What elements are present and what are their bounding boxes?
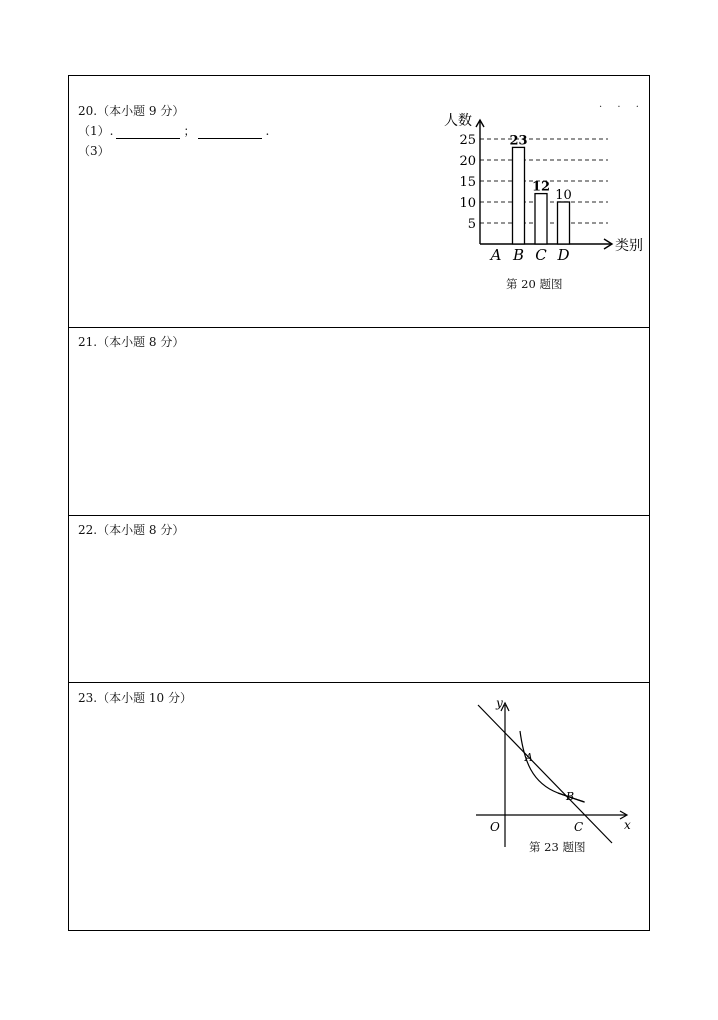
answer-blank-2[interactable] (198, 126, 262, 139)
x-axis-title: 类别 (615, 238, 643, 254)
bar-B (513, 147, 525, 244)
question-20-title: 20.（本小题 9 分） (78, 104, 185, 118)
bar-D (558, 202, 570, 244)
data-label-C: 12 (531, 179, 551, 195)
part1-label: （1）. (78, 124, 114, 138)
question-21-section (69, 327, 649, 515)
corner-dots: · · · (599, 102, 645, 113)
question-20-part1 (78, 122, 269, 139)
x-tick-label-B: B (512, 246, 525, 264)
question-22-section (69, 515, 649, 682)
point-c-label: C (574, 820, 584, 834)
coordinate-figure (474, 699, 634, 849)
origin-label: O (490, 820, 500, 834)
data-label-D: 10 (555, 188, 572, 203)
question-20-part3: （3） (78, 144, 110, 158)
y-tick-label-10: 10 (459, 196, 476, 211)
answer-sheet (68, 75, 650, 931)
question-21-title: 21.（本小题 8 分） (78, 335, 185, 349)
y-axis-label: y (496, 699, 503, 710)
question-20-section (69, 76, 649, 327)
y-tick-label-25: 25 (459, 133, 476, 148)
question-23-section (69, 682, 649, 930)
figure-23-caption: 第 23 题图 (529, 840, 586, 854)
x-tick-label-D: D (557, 246, 570, 264)
point-a-label: A (525, 751, 533, 764)
part1-end: . (265, 124, 270, 138)
y-tick-label-5: 5 (467, 217, 476, 232)
bar-C (535, 194, 547, 244)
point-b-label: B (566, 790, 575, 803)
data-label-B: 23 (509, 133, 528, 149)
question-23-title: 23.（本小题 10 分） (78, 691, 192, 705)
part1-separator: ； (183, 124, 196, 138)
figure-20-caption: 第 20 题图 (506, 277, 563, 291)
y-tick-label-20: 20 (459, 154, 476, 169)
y-tick-label-15: 15 (459, 175, 476, 190)
y-axis-title: 人数 (444, 113, 472, 129)
x-tick-label-A: A (490, 246, 502, 264)
x-tick-label-C: C (535, 246, 547, 264)
question-22-title: 22.（本小题 8 分） (78, 523, 185, 537)
bar-chart (434, 110, 646, 266)
x-axis-label: x (624, 818, 631, 832)
answer-blank-1[interactable] (116, 126, 180, 139)
hyperbola-curve (520, 731, 584, 802)
